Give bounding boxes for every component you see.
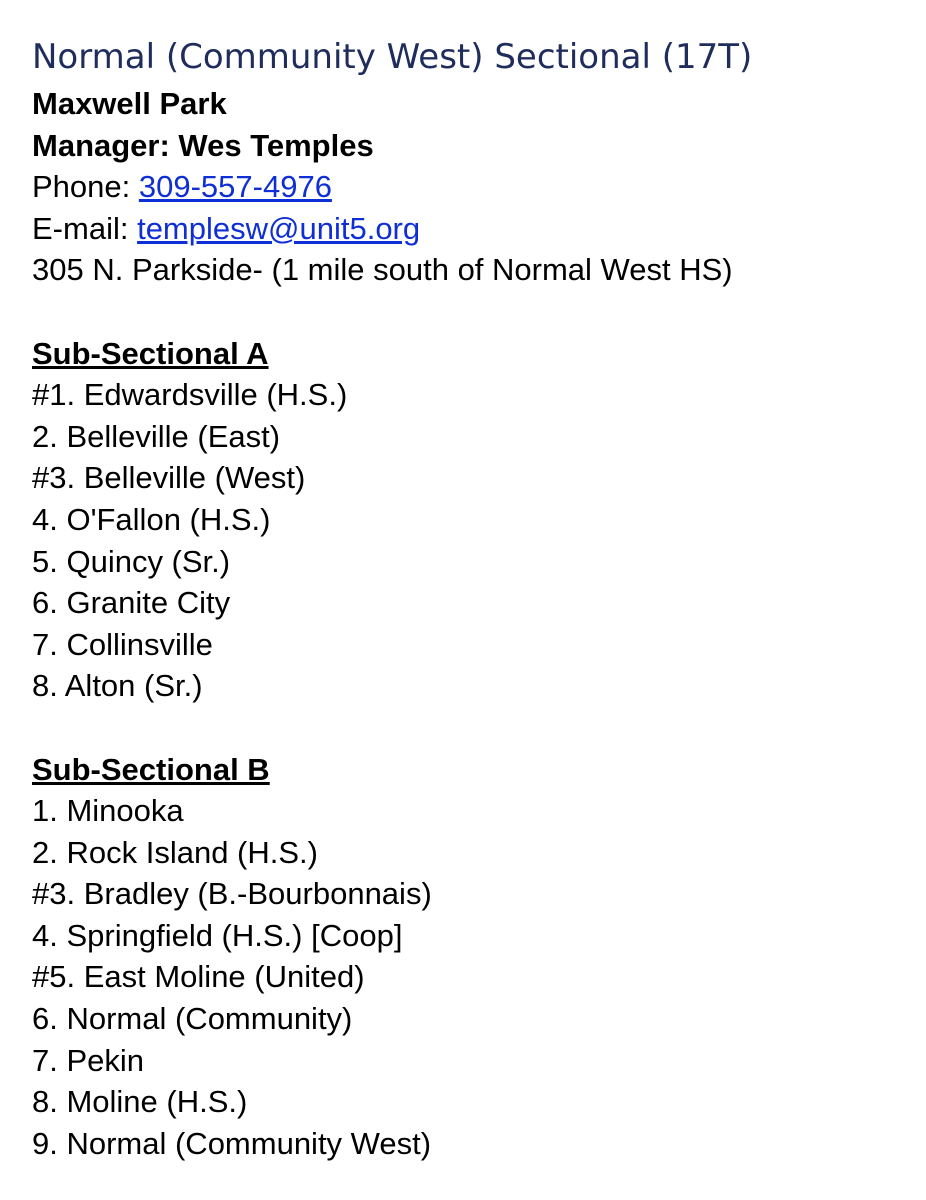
team-item: #3. Belleville (West) bbox=[32, 460, 306, 496]
venue-name: Maxwell Park bbox=[32, 86, 227, 121]
phone-label: Phone: bbox=[32, 169, 139, 205]
team-item: 2. Belleville (East) bbox=[32, 418, 281, 454]
team-item: 8. Alton (Sr.) bbox=[32, 668, 203, 704]
team-item: 7. Pekin bbox=[32, 1042, 145, 1078]
team-item: 1. Minooka bbox=[32, 793, 184, 829]
spacer bbox=[32, 291, 926, 333]
team-item: 4. O'Fallon (H.S.) bbox=[32, 501, 271, 537]
subsectional-a-heading: Sub-Sectional A bbox=[32, 335, 269, 371]
team-item: 9. Normal (Community West) bbox=[32, 1125, 432, 1161]
team-item: #3. Bradley (B.-Bourbonnais) bbox=[32, 876, 432, 912]
spacer bbox=[32, 707, 926, 749]
subsectional-b-heading: Sub-Sectional B bbox=[32, 751, 270, 787]
team-item: 5. Quincy (Sr.) bbox=[32, 543, 231, 579]
team-item: 7. Collinsville bbox=[32, 626, 213, 662]
page-title: Normal (Community West) Sectional (17T) bbox=[32, 37, 753, 77]
venue-address: 305 N. Parkside- (1 mile south of Normal West HS) bbox=[32, 252, 733, 288]
manager-name: Manager: Wes Temples bbox=[32, 127, 374, 163]
phone-row bbox=[32, 166, 926, 208]
team-item: #5. East Moline (United) bbox=[32, 959, 365, 995]
team-item: 2. Rock Island (H.S.) bbox=[32, 834, 318, 870]
email-link[interactable]: templesw@unit5.org bbox=[137, 210, 421, 246]
phone-link[interactable]: 309-557-4976 bbox=[138, 169, 332, 205]
team-item: 6. Normal (Community) bbox=[32, 1001, 353, 1037]
team-item: 6. Granite City bbox=[32, 585, 231, 621]
team-item: 4. Springfield (H.S.) [Coop] bbox=[32, 917, 403, 953]
email-row bbox=[32, 208, 926, 250]
team-item: 8. Moline (H.S.) bbox=[32, 1084, 248, 1120]
email-label: E-mail: bbox=[32, 210, 138, 246]
team-item: #1. Edwardsville (H.S.) bbox=[32, 377, 348, 413]
